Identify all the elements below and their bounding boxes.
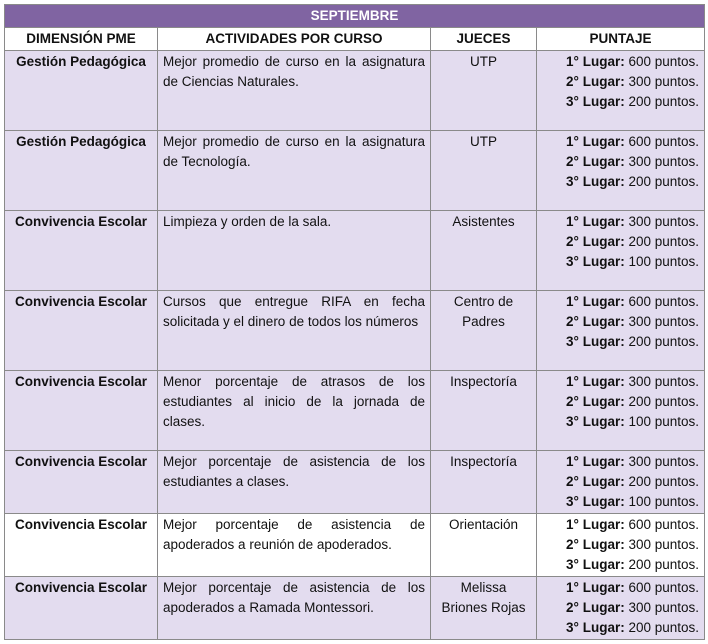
judge-cell: UTP — [431, 51, 537, 131]
score-line: 3° Lugar: 100 puntos. — [566, 494, 700, 509]
table-row — [5, 514, 705, 577]
activity-cell: Limpieza y orden de la sala. — [158, 211, 431, 291]
score-line: 1° Lugar: 300 puntos. — [566, 214, 700, 229]
score-line: 2° Lugar: 300 puntos. — [566, 154, 700, 169]
score-line: 3° Lugar: 200 puntos. — [566, 557, 700, 572]
score-line: 3° Lugar: 200 puntos. — [566, 94, 700, 109]
score-line: 1° Lugar: 600 puntos. — [566, 580, 700, 595]
table-row — [5, 371, 705, 451]
table-row — [5, 451, 705, 514]
dimension-cell: Convivencia Escolar — [5, 577, 158, 640]
table-row — [5, 577, 705, 640]
score-cell — [537, 291, 705, 371]
dimension-cell: Convivencia Escolar — [5, 451, 158, 514]
score-cell — [537, 51, 705, 131]
score-line: 1° Lugar: 600 puntos. — [566, 134, 700, 149]
judge-cell: UTP — [431, 131, 537, 211]
score-cell — [537, 131, 705, 211]
dimension-cell: Gestión Pedagógica — [5, 131, 158, 211]
dimension-cell: Convivencia Escolar — [5, 291, 158, 371]
score-line: 3° Lugar: 200 puntos. — [566, 620, 700, 635]
score-line: 2° Lugar: 200 puntos. — [566, 474, 700, 489]
activity-cell: Menor porcentaje de atrasos de los estudiantes al inicio de la jornada de clases. — [158, 371, 431, 451]
score-cell — [537, 211, 705, 291]
score-cell — [537, 577, 705, 640]
score-line: 1° Lugar: 300 puntos. — [566, 454, 700, 469]
score-line: 2° Lugar: 300 puntos. — [566, 314, 700, 329]
activity-cell: Mejor porcentaje de asistencia de los apoderados a Ramada Montessori. — [158, 577, 431, 640]
activity-cell: Cursos que entregue RIFA en fecha solicitada y el dinero de todos los números — [158, 291, 431, 371]
activities-table — [4, 4, 705, 640]
judge-cell: Orientación — [431, 514, 537, 577]
score-line: 1° Lugar: 300 puntos. — [566, 374, 700, 389]
month-title: SEPTIEMBRE — [5, 5, 705, 28]
activity-cell: Mejor porcentaje de asistencia de apoderados a reunión de apoderados. — [158, 514, 431, 577]
judge-cell: Inspectoría — [431, 371, 537, 451]
table-row — [5, 51, 705, 131]
score-line: 1° Lugar: 600 puntos. — [566, 517, 700, 532]
score-cell — [537, 371, 705, 451]
score-line: 3° Lugar: 200 puntos. — [566, 174, 700, 189]
activity-cell: Mejor porcentaje de asistencia de los estudiantes a clases. — [158, 451, 431, 514]
header-score: PUNTAJE — [537, 28, 705, 51]
score-line: 3° Lugar: 100 puntos. — [566, 414, 700, 429]
header-judges: JUECES — [431, 28, 537, 51]
header-dimension: DIMENSIÓN PME — [5, 28, 158, 51]
activity-cell: Mejor promedio de curso en la asignatura de Ciencias Naturales. — [158, 51, 431, 131]
score-line: 2° Lugar: 300 puntos. — [566, 74, 700, 89]
activity-cell: Mejor promedio de curso en la asignatura de Tecnología. — [158, 131, 431, 211]
dimension-cell: Convivencia Escolar — [5, 514, 158, 577]
dimension-cell: Convivencia Escolar — [5, 371, 158, 451]
score-cell — [537, 514, 705, 577]
score-line: 1° Lugar: 600 puntos. — [566, 54, 700, 69]
score-line: 2° Lugar: 200 puntos. — [566, 394, 700, 409]
score-line: 1° Lugar: 600 puntos. — [566, 294, 700, 309]
dimension-cell: Convivencia Escolar — [5, 211, 158, 291]
score-line: 2° Lugar: 300 puntos. — [566, 537, 700, 552]
table-row — [5, 211, 705, 291]
score-line: 2° Lugar: 200 puntos. — [566, 234, 700, 249]
score-cell — [537, 451, 705, 514]
score-line: 2° Lugar: 300 puntos. — [566, 600, 700, 615]
judge-cell: Melissa Briones Rojas — [431, 577, 537, 640]
table-row — [5, 291, 705, 371]
judge-cell: Inspectoría — [431, 451, 537, 514]
score-line: 3° Lugar: 100 puntos. — [566, 254, 700, 269]
table-row — [5, 131, 705, 211]
judge-cell: Centro de Padres — [431, 291, 537, 371]
score-line: 3° Lugar: 200 puntos. — [566, 334, 700, 349]
header-activities: ACTIVIDADES POR CURSO — [158, 28, 431, 51]
dimension-cell: Gestión Pedagógica — [5, 51, 158, 131]
judge-cell: Asistentes — [431, 211, 537, 291]
